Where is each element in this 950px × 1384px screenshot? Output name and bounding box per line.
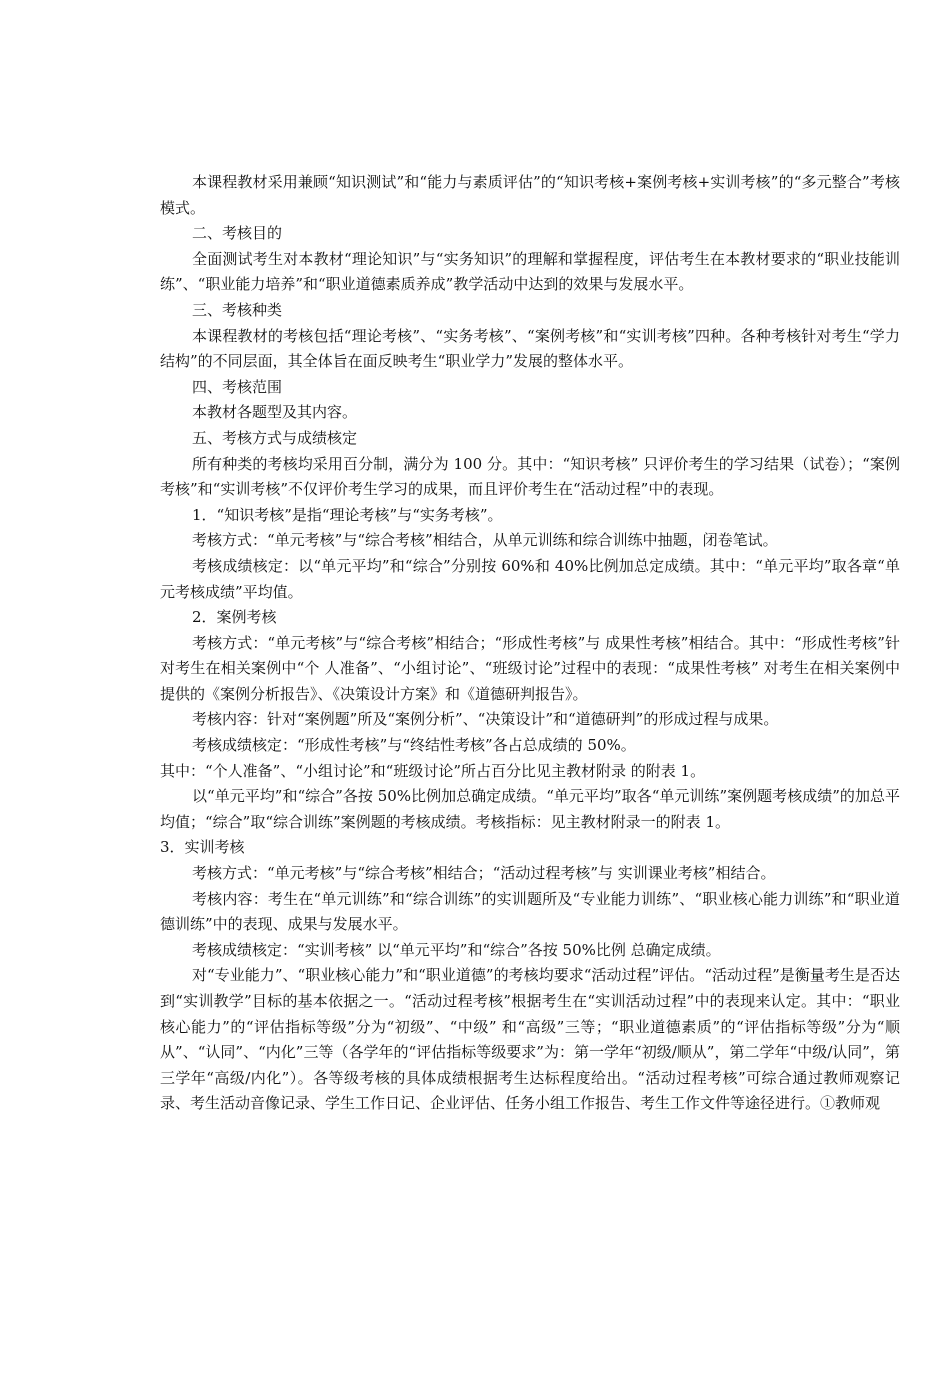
case-content: 考核内容：针对“案例题”所及“案例分析”、“决策设计”和“道德研判”的形成过程与成果。 (192, 710, 779, 729)
practical-score: 考核成绩核定：“实训考核” 以“单元平均”和“综合”各按 50%比例 总确定成绩。 (192, 940, 721, 959)
practical-content: 考核内容：考生在“单元训练”和“综合训练”的实训题所及“专业能力训练”、“职业核心能力训练”和“职业道德训练”中的表现、成果与发展水平。 (160, 889, 900, 934)
subheading-knowledge: 1．“知识考核”是指“理论考核”与“实务考核”。 (192, 505, 503, 524)
section-heading-purpose: 二、考核目的 (192, 224, 283, 243)
subheading-practical: 3．实训考核 (160, 838, 245, 857)
subheading-case: 2．案例考核 (192, 608, 277, 627)
document-page (160, 170, 900, 1117)
practical-method: 考核方式：“单元考核”与“综合考核”相结合；“活动过程考核”与 实训课业考核”相结合。 (192, 864, 776, 883)
purpose-paragraph: 全面测试考生对本教材“理论知识”与“实务知识”的理解和掌握程度，评估考生在本教材要求的“职业技能训练”、“职业能力培养”和“职业道德素质养成”教学活动中达到的效果与发展水平。 (160, 249, 900, 294)
section-heading-types: 三、考核种类 (192, 300, 283, 319)
process-evaluation-paragraph: 对“专业能力”、“职业核心能力”和“职业道德”的考核均要求“活动过程”评估。“活动过程”是衡量考生是否达到“实训教学”目标的基本依据之一。“活动过程考核”根据考生在“实训活动过程”中的表现来认定。其中：“职业核心能力”的“评估指标等级”分为“初级”、“中级” 和“高级”三等；“职业道德素质”的“评估指标等级”分为“顺从”、“认同”、“内化”三等（各学年的“评估指标等级要求”为：第一学年“初级/顺从”，第二学年“中级/认同”，第三学年“高级/内化”）。各等级考核的具体成绩根据考生达标程度给出。“活动过程考核”可综合通过教师观察记录、考生活动音像记录、学生工作日记、企业评估、任务小组工作报告、考生工作文件等途径进行。①教师观 (160, 966, 900, 1113)
section-heading-scope: 四、考核范围 (192, 377, 283, 396)
case-score-note: 其中：“个人准备”、“小组讨论”和“班级讨论”所占百分比见主教材附录 的附表 1。 (160, 761, 706, 780)
section-heading-method: 五、考核方式与成绩核定 (192, 428, 358, 447)
types-paragraph: 本课程教材的考核包括“理论考核”、“实务考核”、“案例考核”和“实训考核”四种。各种考核针对考生“学力结构”的不同层面，其全体旨在面反映考生“职业学力”发展的整体水平。 (160, 326, 900, 371)
intro-paragraph: 本课程教材采用兼顾“知识测试”和“能力与素质评估”的“知识考核+案例考核+实训考核”的“多元整合”考核模式。 (160, 173, 900, 217)
knowledge-method: 考核方式：“单元考核”与“综合考核”相结合，从单元训练和综合训练中抽题，闭卷笔试。 (192, 531, 778, 550)
knowledge-score: 考核成绩核定：以“单元平均”和“综合”分别按 60%和 40%比例加总定成绩。其中：“单元平均”取各章“单元考核成绩”平均值。 (160, 556, 900, 601)
case-method: 考核方式：“单元考核”与“综合考核”相结合；“形成性考核”与 成果性考核”相结合。其中：“形成性考核”针对考生在相关案例中“个 人准备”、“小组讨论”、“班级讨论”过程中的表现：“成果性考核” 对考生在相关案例中提供的《案例分析报告》、《决策设计方案》和《道德研判报告》。 (160, 633, 900, 703)
method-paragraph: 所有种类的考核均采用百分制，满分为 100 分。其中：“知识考核” 只评价考生的学习结果（试卷）；“案例考核”和“实训考核”不仅评价考生学习的成果，而且评价考生在“活动过程”中的表现。 (160, 454, 900, 499)
case-score-detail: 以“单元平均”和“综合”各按 50%比例加总确定成绩。“单元平均”取各“单元训练”案例题考核成绩”的加总平均值；“综合”取“综合训练”案例题的考核成绩。考核指标：见主教材附录一的附表 1。 (160, 787, 900, 831)
case-score: 考核成绩核定：“形成性考核”与“终结性考核”各占总成绩的 50%。 (192, 736, 636, 755)
scope-paragraph: 本教材各题型及其内容。 (192, 403, 358, 422)
